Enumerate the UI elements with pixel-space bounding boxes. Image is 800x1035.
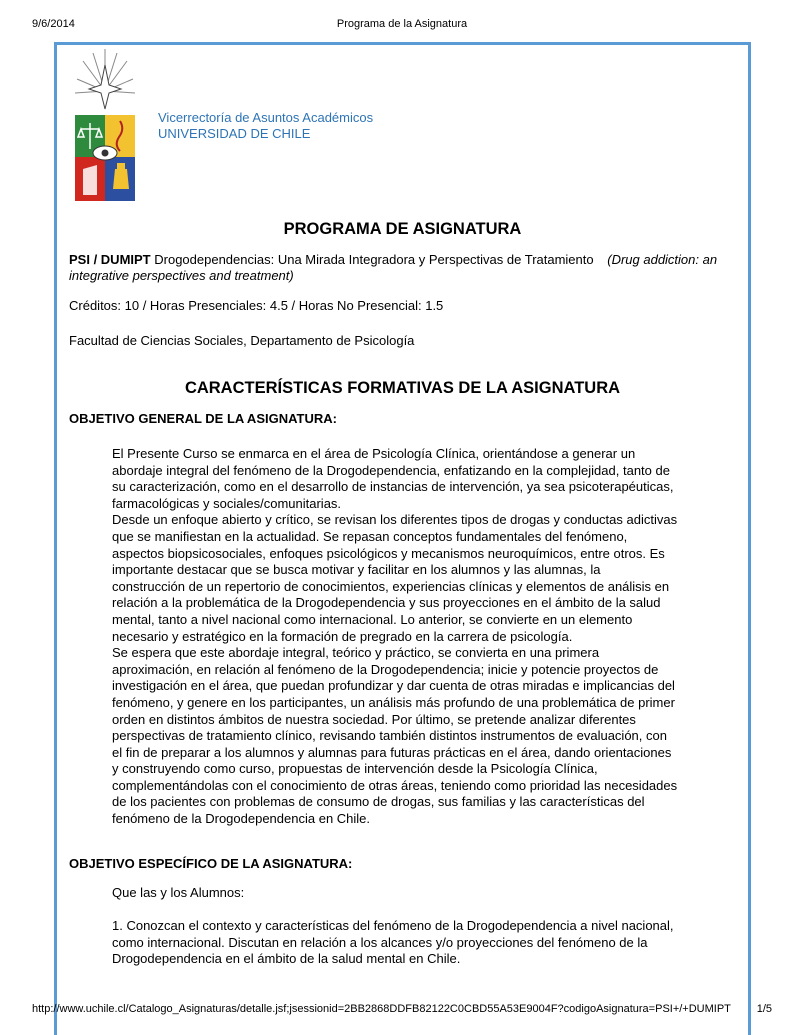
course-faculty: Facultad de Ciencias Sociales, Departamento de Psicología — [69, 333, 415, 348]
text-line: importante destacar que se busca motivar y facilitar en los alumnos y las alumnas, la — [112, 562, 601, 578]
text-line: el fin de preparar a los alumnos y alumnas para futuras prácticas en el área, dando orientaciones — [112, 744, 672, 760]
text-line: fenómeno, y genere en los participantes, un análisis más profundo de una problemática de primer — [112, 694, 675, 710]
vice-rectory-label: Vicerrectoría de Asuntos Académicos — [158, 110, 374, 125]
text-line: fenómeno de la Drogodependencia en Chile. — [112, 811, 371, 827]
text-line: su caracterización, como en el desarrollo de instancias de intervención, ya sea psicoterapéuticas, — [112, 479, 674, 495]
text-line: 1. Conozcan el contexto y características del fenómeno de la Drogodependencia a nivel nacional, — [112, 918, 674, 933]
text-line: investigación en el área, que puedan profundizar y dar cuenta de otras miradas e implicancias del — [112, 678, 675, 694]
section-title: CARACTERÍSTICAS FORMATIVAS DE LA ASIGNATURA — [184, 379, 621, 397]
text-line: El Presente Curso se enmarca en el área de Psicología Clínica, orientándose a generar un — [112, 446, 636, 461]
text-line: orden en distintos ámbitos de nuestra sociedad. Por último, se pretende analizar diferentes — [112, 711, 636, 727]
text-line: mental, tanto a nivel nacional como internacional. Lo anterior, se convierte en un elemento — [112, 611, 633, 627]
general-objective-heading: OBJETIVO GENERAL DE LA ASIGNATURA: — [69, 411, 337, 426]
course-name-en: (Drug addiction: an integrative perspectives and treatment) — [69, 252, 718, 283]
page-title: PROGRAMA DE ASIGNATURA — [283, 220, 522, 238]
text-line: abordaje integral del fenómeno de la Drogodependencia, enfatizando en la complejidad, tanto de — [112, 462, 670, 478]
text-line: Desde un enfoque abierto y crítico, se revisan los diferentes tipos de drogas y conductas adictivas — [112, 512, 678, 528]
university-coat-of-arms-icon — [73, 49, 137, 205]
text-line: Se espera que este abordaje integral, teórico y práctico, se convierta en una primera — [112, 645, 600, 661]
print-header — [32, 18, 772, 32]
specific-objective-text — [112, 918, 702, 968]
text-line: relación a la problemática de la Drogodependencia y sus proyecciones en el ámbito de la salud — [112, 595, 661, 611]
specific-objective-heading: OBJETIVO ESPECÍFICO DE LA ASIGNATURA: — [69, 856, 353, 871]
text-line: perspectivas de tratamiento clínico, revisando también distintos instrumentos de evaluación, con — [112, 728, 667, 744]
text-line: de los pacientes con problemas de consumo de drogas, sus familias y las características del — [112, 794, 645, 810]
page-url: http://www.uchile.cl/Catalogo_Asignaturas/detalle.jsf;jsessionid=2BB2868DDFB82122C0CBD55A53E9004F?codigoAsignatura=PSI+/+DUMIPT — [32, 1003, 731, 1015]
print-date: 9/6/2014 — [32, 18, 75, 30]
university-label: UNIVERSIDAD DE CHILE — [158, 126, 311, 141]
text-line: farmacológicas y sociales/comunitarias. — [112, 495, 342, 511]
page-number: 1/5 — [756, 1003, 772, 1015]
text-line: y construyendo como curso, propuestas de intervención desde la Psicología Clínica, — [112, 761, 598, 777]
institution-name — [158, 110, 373, 142]
specific-objective-intro: Que las y los Alumnos: — [112, 885, 245, 900]
course-code: PSI / DUMIPT — [69, 252, 151, 267]
text-line: necesario y estratégico en la formación de pregrado en la carrera de psicología. — [112, 628, 573, 644]
course-credits: Créditos: 10 / Horas Presenciales: 4.5 / Horas No Presencial: 1.5 — [69, 298, 444, 313]
course-title — [69, 252, 744, 284]
print-footer — [32, 1003, 772, 1017]
text-line: complementándolas con el conocimiento de otras áreas, teniendo como prioridad las necesidades — [112, 777, 678, 793]
text-line: que se manifiestan en la actualidad. Se repasan conceptos fundamentales del fenómeno, — [112, 528, 628, 544]
text-line: aspectos biopsicosociales, enfoques psicológicos y mecanismos neuroquímicos, entre otros. Es — [112, 545, 665, 561]
text-line: construcción de un repertorio de conocimientos, experiencias clínicas y elementos de análisis en — [112, 578, 670, 594]
print-document-title: Programa de la Asignatura — [336, 18, 468, 30]
text-line: Drogodependencia en el ámbito de la salud mental en Chile. — [112, 951, 461, 967]
general-objective-text — [112, 446, 702, 828]
course-name-es: Drogodependencias: Una Mirada Integradora y Perspectivas de Tratamiento — [154, 252, 594, 267]
document-frame — [54, 42, 751, 1035]
text-line: aproximación, en relación al fenómeno de la Drogodependencia; inicie y potencie proyectos de — [112, 661, 659, 677]
text-line: como internacional. Discutan en relación a los alcances y/o proyecciones del fenómeno de la — [112, 934, 648, 950]
